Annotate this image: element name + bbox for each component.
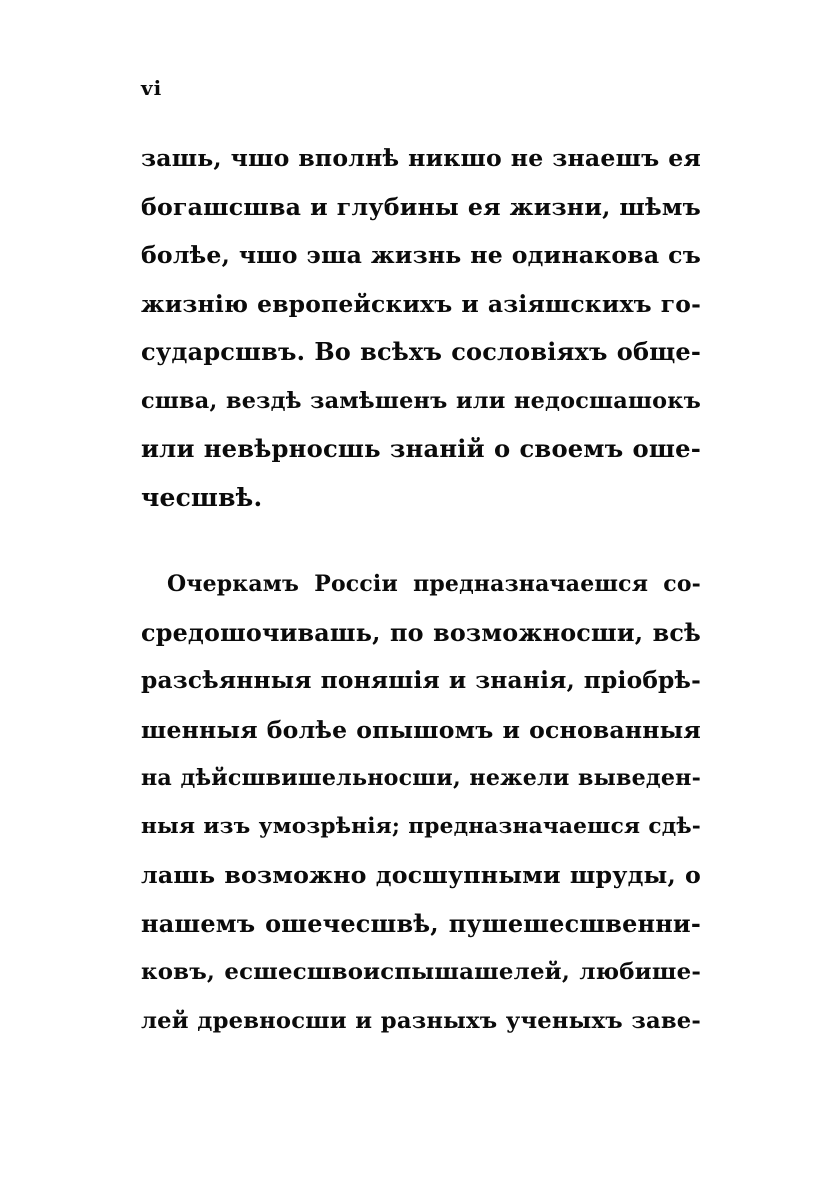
text-line: на дѣйсшвишельносши, нежели выведен- bbox=[141, 765, 701, 791]
text-line: богашсшва и глубины ея жизни, шѣмъ bbox=[141, 192, 701, 221]
paragraph-2 bbox=[141, 560, 701, 1045]
text-line: нашемъ ошечесшвѣ, пушешесшвенни- bbox=[141, 909, 701, 938]
text-line: разсѣянныя поняшія и знанія, пріобрѣ- bbox=[141, 667, 701, 694]
paragraph-1 bbox=[141, 134, 701, 522]
text-line: жизнію европейскихъ и азіяшскихъ го- bbox=[141, 289, 701, 318]
text-line: лашь возможно досшупными шруды, о bbox=[141, 861, 701, 889]
text-line: лей древносши и разныхъ ученыхъ заве- bbox=[141, 1007, 701, 1034]
text-line: шенныя болѣе опышомъ и основанныя bbox=[141, 715, 701, 744]
text-line: болѣе, чшо эша жизнь не одинакова съ bbox=[141, 241, 701, 269]
page-number: vi bbox=[141, 76, 163, 100]
text-line: Очеркамъ Россіи предназначаешся со- bbox=[167, 571, 701, 597]
text-line: средошочивашь, по возможносши, всѣ bbox=[141, 618, 701, 647]
text-line: ныя изъ умозрѣнія; предназначаешся сдѣ- bbox=[141, 813, 701, 839]
text-line: сшва, вездѣ замѣшенъ или недосшашокъ bbox=[141, 387, 701, 414]
text-line: ковъ, есшесшвоиспышашелей, любише- bbox=[141, 959, 701, 985]
text-line: или невѣрносшь знаній о своемъ оше- bbox=[141, 434, 701, 463]
text-line: зашь, чшо вполнѣ никшо не знаешъ ея bbox=[141, 144, 701, 172]
text-line: сударсшвъ. Во всѣхъ сословіяхъ обще- bbox=[141, 337, 701, 366]
text-line: чесшвѣ. bbox=[141, 482, 263, 512]
